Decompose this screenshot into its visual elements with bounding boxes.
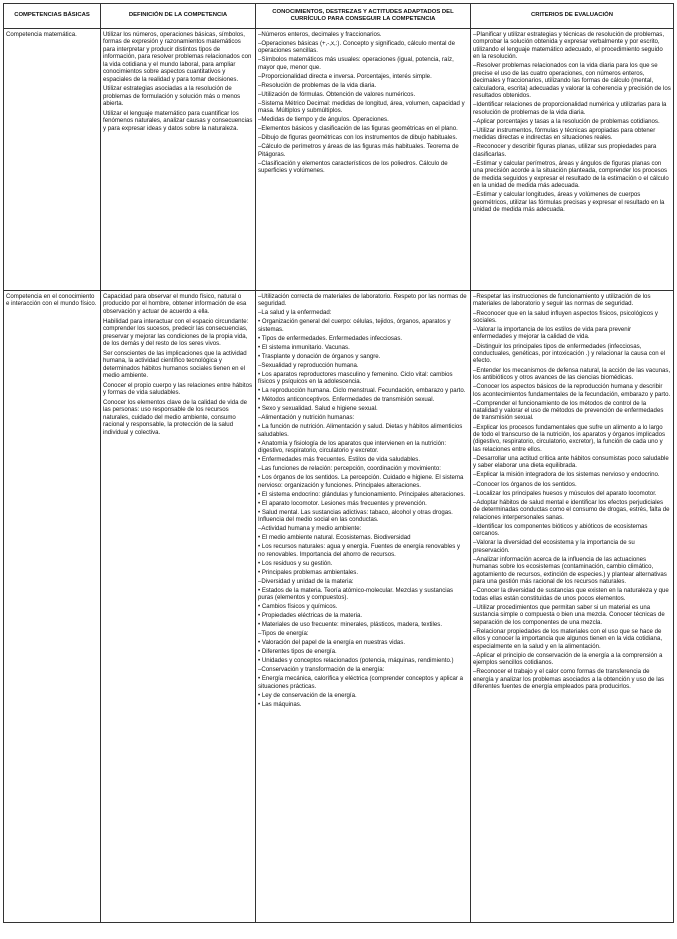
competencias-table [3, 3, 674, 923]
conocimientos-item: –Utilización de fórmulas. Obtención de valores numéricos. [258, 90, 416, 98]
conocimientos-item: • Valoración del papel de la energía en nuestras vidas. [258, 639, 406, 647]
conocimientos-item: • Materiales de uso frecuente: minerales, plásticos, madera, textiles. [258, 621, 443, 629]
conocimientos-item: • Ley de conservación de la energía. [258, 691, 357, 699]
criterios-item: –Utilizar procedimientos que permitan saber si un material es una sustancia simple o compuesta o bien una mezcla. Conocer técnicas de separación de los componentes de una mezcla. [473, 603, 665, 626]
conocimientos-item: • El sistema endocrino: glándulas y funcionamiento. Principales alteraciones. [258, 490, 466, 498]
header-criterios: CRITERIOS DE EVALUACIÓN [471, 4, 674, 29]
conocimientos-item: • El sistema inmunitario. Vacunas. [258, 343, 350, 351]
conocimientos-item: –Resolución de problemas de la vida diaria. [258, 81, 377, 89]
conocimientos-item: • Anatomía y fisiología de los aparatos que intervienen en la nutrición: digestivo, respiratorio, circulatorio y excretor. [258, 439, 447, 455]
definicion-item: Conocer el propio cuerpo y las relaciones entre hábitos y formas de vida saludables. [103, 381, 253, 397]
criterios-item: –Localizar los principales huesos y músculos del aparato locomotor. [473, 489, 657, 497]
conocimientos-item: –Las funciones de relación: percepción, coordinación y movimiento: [258, 465, 441, 473]
conocimientos-item: –Elementos básicos y clasificación de las figuras geométricas en el plano. [258, 125, 458, 133]
conocimientos-item: • Los residuos y su gestión. [258, 559, 333, 567]
criterios-item: –Respetar las instrucciones de funcionamiento y utilización de los materiales de laboratorio y seguir las normas de seguridad. [473, 293, 651, 308]
conocimientos-item: • Organización general del cuerpo: células, tejidos, órganos, aparatos y sistemas. [258, 318, 451, 333]
competencia-cell: Competencia en el conocimiento e interacción con el mundo físico. [4, 291, 101, 923]
criterios-item: –Conocer los órganos de los sentidos. [473, 480, 577, 488]
criterios-item: –Identificar los componentes bióticos y abióticos de ecosistemas cercanos. [473, 522, 648, 538]
conocimientos-item: • Métodos anticonceptivos. Enfermedades de transmisión sexual. [258, 396, 435, 404]
conocimientos-item: • Las máquinas. [258, 700, 302, 708]
header-competencias: COMPETENCIAS BÁSICAS [4, 4, 101, 29]
criterios-item: –Analizar información acerca de la influencia de las actuaciones humanas sobre los ecosistemas (contaminación, cambio climático, agotamiento de recursos, extinción de especies.) y plantear alternativas para una gestión más racional de los recursos naturales. [473, 555, 667, 586]
header-row [4, 4, 674, 29]
definicion-item: Ser conscientes de las implicaciones que la actividad humana, la actividad científico tecnológica y determinados hábitos humanos sociales tienen en el medio ambiente. [103, 349, 247, 379]
conocimientos-item: • Tipos de enfermedades. Enfermedades infecciosas. [258, 334, 403, 342]
conocimientos-item: –Sistema Métrico Decimal: medidas de longitud, área, volumen, capacidad y masa. Múltiplos y submúltiplos. [258, 99, 465, 115]
definicion-item: Utilizar los números, operaciones básicas, símbolos, formas de expresión y razonamientos matemáticos para interpretar y producir distintos tipos de información, para resolver problemas relacionados con la vida cotidiana y el mundo laboral, para ampliar conocimientos sobre aspectos cuantitativos y espaciales de la realidad y para tomar decisiones. [103, 31, 252, 83]
competencia-cell: Competencia matemática. [4, 29, 101, 291]
conocimientos-item: –Diversidad y unidad de la materia: [258, 577, 354, 585]
criterios-item: –Conocer la diversidad de sustancias que existen en la naturaleza y que todas ellas están constituidas de unos pocos elementos. [473, 587, 669, 602]
criterios-item: –Desarrollar una actitud crítica ante hábitos consumistas poco saludable y saber elaborar una dieta equilibrada. [473, 454, 669, 470]
conocimientos-item: • Los recursos naturales: agua y energía. Fuentes de energía renovables y no renovables. Importancia del ahorro de recursos. [258, 543, 460, 558]
criterios-item: –Entender los mecanismos de defensa natural, la acción de las vacunas, los antibióticos y otros avances de las ciencias biomédicas. [473, 366, 671, 381]
conocimientos-item: • Diferentes tipos de energía. [258, 648, 337, 656]
conocimientos-item: –Medidas de tiempo y de ángulos. Operaciones. [258, 116, 389, 124]
criterios-item: –Planificar y utilizar estrategias y técnicas de resolución de problemas, comprobar la solución obtenida y expresar verbalmente y por escrito, utilizando el lenguaje matemático adecuado, el procedimiento seguido en la resolución. [473, 31, 665, 61]
conocimientos-item: –Alimentación y nutrición humanas: [258, 414, 355, 422]
conocimientos-item: • Cambios físicos y químicos. [258, 603, 338, 611]
conocimientos-item: –Sexualidad y reproducción humana. [258, 361, 359, 369]
header-conocimientos: CONOCIMIENTOS, DESTREZAS Y ACTITUDES ADAPTADOS DEL CURRÍCULO PARA CONSEGUIR LA COMPETENCIA [256, 4, 471, 29]
criterios-cell [471, 291, 674, 923]
conocimientos-item: • Principales problemas ambientales. [258, 568, 359, 576]
criterios-item: –Explicar los procesos fundamentales que sufre un alimento a lo largo de todo el transcurso de la nutrición, los aparatos y órganos implicados (digestivo, respiratorio, circulatorio, excretor), la función de cada uno y las relaciones entre ellos. [473, 423, 666, 453]
criterios-item: –Aplicar porcentajes y tasas a la resolución de problemas cotidianos. [473, 117, 660, 125]
criterios-item: –Valorar la importancia de los estilos de vida para prevenir enfermedades y mejorar la calidad de vida. [473, 326, 632, 341]
conocimientos-item: • Los aparatos reproductores masculino y femenino. Ciclo vital: cambios físicos y psíquicos en la adolescencia. [258, 370, 453, 386]
conocimientos-item: –Tipos de energía: [258, 630, 309, 638]
criterios-item: –Comprender el funcionamiento de los métodos de control de la natalidad y valorar el uso de métodos de prevención de enfermedades de transmisión sexual. [473, 399, 664, 422]
table-row [4, 291, 674, 923]
conocimientos-cell [256, 29, 471, 291]
conocimientos-item: • La función de nutrición. Alimentación y salud. Dietas y hábitos alimenticios saludables. [258, 423, 463, 438]
conocimientos-item: • El aparato locomotor. Lesiones más frecuentes y prevención. [258, 499, 427, 507]
conocimientos-item: • La reproducción humana. Ciclo menstrual. Fecundación, embarazo y parto. [258, 387, 466, 395]
definicion-cell [101, 291, 256, 923]
criterios-item: –Aplicar el principio de conservación de la energía a la comprensión a ejemplos sencillos cotidianos. [473, 651, 663, 667]
criterios-item: –Identificar relaciones de proporcionalidad numérica y utilizarlas para la resolución de problemas de la vida diaria. [473, 101, 667, 116]
criterios-item: –Relacionar propiedades de los materiales con el uso que se hace de ellos y conocer la importancia que algunos tienen en la vida cotidiana, especialmente en la salud y en la alimentación. [473, 627, 663, 650]
definicion-item: Habilidad para interactuar con el espacio circundante: comprender los sucesos, predecir las consecuencias, preservar y mejorar las condiciones de la propia vida, de los demás y del resto de los seres vivos. [103, 317, 249, 347]
criterios-item: –Reconocer el trabajo y el calor como formas de transferencia de energía y analizar los problemas asociados a la obtención y uso de las diferentes fuentes de energía empleados para producirlos. [473, 668, 665, 690]
criterios-item: –Estimar y calcular perímetros, áreas y ángulos de figuras planas con una precisión acorde a la situación planteada, comprender los procesos de medida seguidos y expresar el resultado de la estimación o el cálculo en la unidad de medida más adecuada. [473, 159, 669, 190]
conocimientos-item: • Enfermedades más frecuentes. Estilos de vida saludables. [258, 456, 421, 464]
criterios-item: –Resolver problemas relacionados con la vida diaria para los que se precise el uso de las cuatro operaciones, con números enteros, decimales y fraccionarios, utilizando las formas de cálculo (mental, calculadora, escrita) adecuadas y valorar la coherencia y precisión de los resultados obtenidos. [473, 62, 671, 100]
definicion-item: Utilizar estrategias asociadas a la resolución de problemas de formulación y solución más o menos abierta. [103, 85, 241, 108]
conocimientos-item: –Conservación y transformación de la energía: [258, 666, 385, 674]
header-definicion: DEFINICIÓN DE LA COMPETENCIA [101, 4, 256, 29]
criterios-item: –Valorar la diversidad del ecosistema y la importancia de su preservación. [473, 539, 635, 554]
conocimientos-item: • Trasplante y donación de órganos y sangre. [258, 352, 381, 360]
conocimientos-item: • Salud mental. Las sustancias adictivas: tabaco, alcohol y otras drogas. Influencia del medio social en las conductas. [258, 508, 453, 524]
criterios-item: –Distinguir los principales tipos de enfermedades (infecciosas, conductuales, genéticas, por intoxicación .) y relacionar la causa con el efecto. [473, 342, 666, 365]
conocimientos-item: –Actividad humana y medio ambiente: [258, 525, 362, 533]
criterios-item: –Estimar y calcular longitudes, áreas y volúmenes de cuerpos geométricos, utilizar las fórmulas precisas y expresar el resultado en la unidad de medida más adecuada. [473, 191, 665, 214]
table-row [4, 29, 674, 291]
criterios-item: –Utilizar instrumentos, fórmulas y técnicas apropiadas para obtener medidas directas e indirectas en situaciones reales. [473, 126, 656, 142]
conocimientos-item: • Sexo y sexualidad. Salud e higiene sexual. [258, 405, 378, 413]
conocimientos-item: –Números enteros, decimales y fraccionarios. [258, 31, 382, 38]
conocimientos-item: • Los órganos de los sentidos. La percepción. Cuidado e higiene. El sistema nervioso: organización y funciones. Principales alteraciones. [258, 474, 464, 489]
conocimientos-cell [256, 291, 471, 923]
conocimientos-item: –Operaciones básicas (+,-,x,:). Concepto y significado, cálculo mental de operaciones sencillas. [258, 40, 455, 55]
conocimientos-item: –Clasificación y elementos característicos de los poliedros. Cálculo de superficies y volúmenes. [258, 159, 448, 175]
conocimientos-item: • El medio ambiente natural. Ecosistemas. Biodiversidad [258, 534, 411, 542]
conocimientos-item: –La salud y la enfermedad: [258, 309, 332, 317]
criterios-item: –Reconocer que en la salud influyen aspectos físicos, psicológicos y sociales. [473, 309, 658, 324]
criterios-item: –Adoptar hábitos de salud mental e identificar los efectos perjudiciales de determinadas conductas como el consumo de drogas, estrés, falta de relaciones interpersonales sanas. [473, 498, 670, 521]
conocimientos-item: • Propiedades eléctricas de la materia. [258, 612, 363, 620]
conocimientos-item: • Estados de la materia. Teoría atómico-molecular. Mezclas y sustancias puras (elementos y compuestos). [258, 586, 454, 602]
definicion-cell [101, 29, 256, 291]
criterios-item: –Conocer los aspectos básicos de la reproducción humana y describir los acontecimientos fundamentales de la fecundación, embarazo y parto. [473, 383, 671, 398]
criterios-cell [471, 29, 674, 291]
conocimientos-item: –Utilización correcta de materiales de laboratorio. Respeto por las normas de seguridad. [258, 293, 467, 308]
criterios-item: –Reconocer y describir figuras planas, utilizar sus propiedades para clasificarlas. [473, 143, 657, 158]
definicion-item: Capacidad para observar el mundo físico, natural o producido por el hombre, obtener información de esa observación y actuar de acuerdo a ella. [103, 293, 247, 315]
definicion-item: Utilizar el lenguaje matemático para cuantificar los fenómenos naturales, analizar causas y consecuencias y para expresar ideas y datos sobre la naturaleza. [103, 110, 253, 132]
criterios-item: –Explicar la misión integradora de los sistemas nervioso y endocrino. [473, 471, 660, 479]
conocimientos-item: –Cálculo de perímetros y áreas de las figuras más habituales. Teorema de Pitágoras. [258, 143, 459, 158]
conocimientos-item: –Proporcionalidad directa e inversa. Porcentajes, interés simple. [258, 72, 432, 80]
conocimientos-item: –Símbolos matemáticos más usuales: operaciones (igual, potencia, raíz, mayor que, menor que. [258, 56, 454, 71]
conocimientos-item: –Dibujo de figuras geométricas con los instrumentos de dibujo habituales. [258, 134, 458, 142]
conocimientos-item: • Energía mecánica, calorífica y eléctrica (comprender conceptos y aplicar a situaciones prácticas. [258, 675, 464, 690]
conocimientos-item: • Unidades y conceptos relacionados (potencia, máquinas, rendimiento.) [258, 657, 454, 665]
definicion-item: Conocer los elementos clave de la calidad de vida de las personas: uso responsable de los recursos naturales, cuidado del medio ambiente, consumo racional y responsable, la protección de la salud individual y colectiva. [103, 399, 247, 436]
